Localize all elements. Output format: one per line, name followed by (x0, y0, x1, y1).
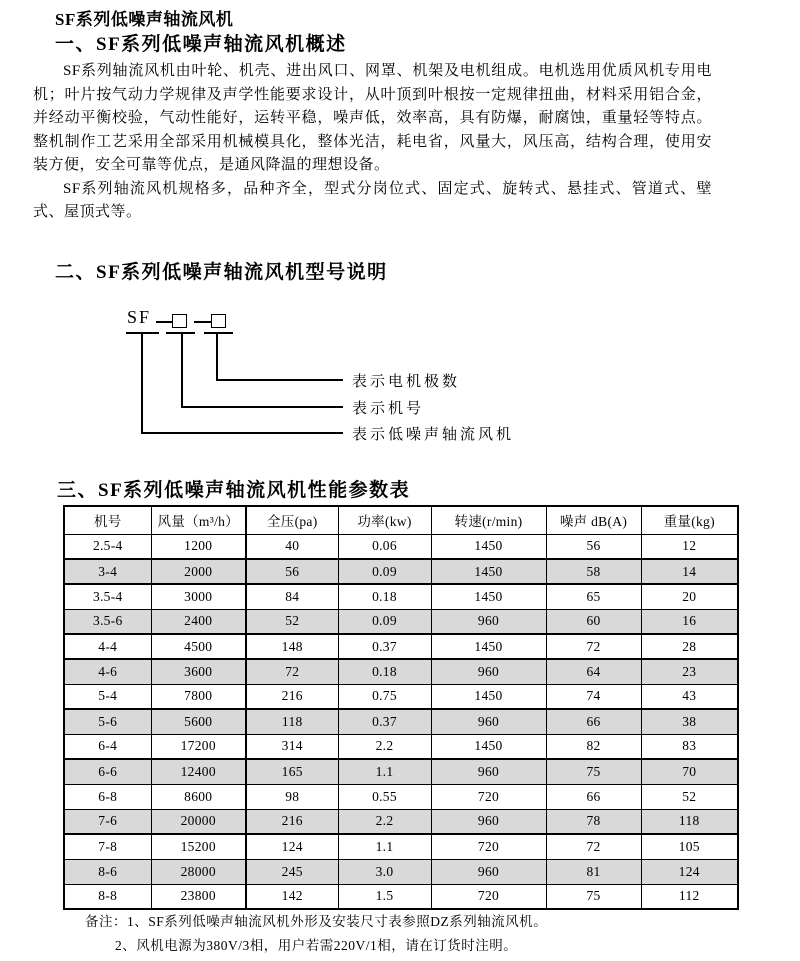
table-cell: 56 (246, 559, 338, 584)
section-heading-overview: 一、SF系列低噪声轴流风机概述 (55, 34, 347, 55)
table-cell: 1.1 (338, 834, 431, 859)
overview-paragraph-2: SF系列轴流风机规格多，品种齐全，型式分岗位式、固定式、旋转式、悬挂式、管道式、壁式、屋顶式等。 (33, 180, 712, 220)
diagram-label-poles: 表示电机极数 (352, 374, 461, 390)
table-cell: 75 (546, 759, 641, 784)
table-row (64, 859, 738, 884)
table-cell: 2.2 (338, 809, 431, 834)
table-cell: 1450 (431, 634, 546, 659)
table-cell: 1450 (431, 559, 546, 584)
table-cell: 245 (246, 859, 338, 884)
table-cell: 118 (641, 809, 738, 834)
table-cell: 7-8 (64, 834, 151, 859)
table-cell: 118 (246, 709, 338, 734)
table-cell: 1.5 (338, 884, 431, 909)
table-cell: 4500 (151, 634, 246, 659)
table-cell: 960 (431, 659, 546, 684)
table-cell: 5-6 (64, 709, 151, 734)
table-row (64, 734, 738, 759)
table-cell: 72 (546, 634, 641, 659)
table-cell: 105 (641, 834, 738, 859)
remark-line-2: 2、风机电源为380V/3相，用户若需220V/1相，请在订货时注明。 (115, 937, 518, 953)
table-cell: 12400 (151, 759, 246, 784)
table-cell: 8600 (151, 784, 246, 809)
table-cell: 52 (641, 784, 738, 809)
document-title: SF系列低噪声轴流风机 (55, 10, 234, 29)
table-cell: 65 (546, 584, 641, 609)
table-row (64, 834, 738, 859)
table-cell: 1200 (151, 534, 246, 559)
table-cell: 3-4 (64, 559, 151, 584)
diagram-label-series: 表示低噪声轴流风机 (352, 427, 515, 443)
table-row (64, 559, 738, 584)
table-row (64, 884, 738, 909)
table-cell: 72 (246, 659, 338, 684)
underline-prefix (126, 332, 159, 334)
table-cell: 56 (546, 534, 641, 559)
table-row (64, 684, 738, 709)
table-cell: 0.37 (338, 634, 431, 659)
table-row (64, 609, 738, 634)
table-cell: 4-6 (64, 659, 151, 684)
model-poles-box (211, 314, 226, 328)
table-cell: 0.09 (338, 559, 431, 584)
table-cell: 216 (246, 684, 338, 709)
table-cell: 124 (246, 834, 338, 859)
table-cell: 3600 (151, 659, 246, 684)
table-cell: 66 (546, 784, 641, 809)
table-cell: 23800 (151, 884, 246, 909)
table-cell: 40 (246, 534, 338, 559)
remarks (85, 910, 547, 957)
column-header: 机号 (64, 506, 151, 534)
table-cell: 165 (246, 759, 338, 784)
column-header: 重量(kg) (641, 506, 738, 534)
section-heading-performance: 三、SF系列低噪声轴流风机性能参数表 (57, 480, 411, 501)
table-cell: 98 (246, 784, 338, 809)
table-cell: 8-8 (64, 884, 151, 909)
table-cell: 720 (431, 784, 546, 809)
leader-vertical-series (141, 333, 143, 433)
column-header: 功率(kw) (338, 506, 431, 534)
leader-vertical-size (181, 333, 183, 407)
diagram-dash (156, 321, 173, 323)
leader-horizontal-size (181, 406, 343, 408)
table-cell: 83 (641, 734, 738, 759)
overview-paragraph-1: SF系列轴流风机由叶轮、机壳、进出风口、网罩、机架及电机组成。电机选用优质风机专用电机；叶片按气动力学规律及声学性能要求设计，从叶顶到叶根按一定规律扭曲，材料采用铝合金，并经动平衡校验，气动性能好，运转平稳，噪声低，效率高，具有防爆，耐腐蚀，重量轻等特点。整机制作工艺采用全部采用机械模具化，整体光洁，耗电省，风量大，风压高，结构合理，使用安装方便，安全可靠等优点，是通风降温的理想设备。 (33, 63, 712, 173)
table-cell: 43 (641, 684, 738, 709)
underline-poles-box (204, 332, 233, 334)
table-cell: 28000 (151, 859, 246, 884)
table-cell: 2.5-4 (64, 534, 151, 559)
table-cell: 78 (546, 809, 641, 834)
column-header: 噪声 dB(A) (546, 506, 641, 534)
leader-vertical-poles (216, 333, 218, 380)
table-cell: 70 (641, 759, 738, 784)
table-cell: 66 (546, 709, 641, 734)
table-row (64, 659, 738, 684)
table-header-row (64, 506, 738, 534)
table-cell: 124 (641, 859, 738, 884)
table-row (64, 634, 738, 659)
table-cell: 58 (546, 559, 641, 584)
table-cell: 720 (431, 884, 546, 909)
leader-horizontal-series (141, 432, 343, 434)
table-cell: 1450 (431, 734, 546, 759)
table-cell: 960 (431, 809, 546, 834)
table-cell: 1450 (431, 534, 546, 559)
table-cell: 52 (246, 609, 338, 634)
table-cell: 75 (546, 884, 641, 909)
table-cell: 7800 (151, 684, 246, 709)
table-cell: 4-4 (64, 634, 151, 659)
table-cell: 0.37 (338, 709, 431, 734)
performance-table (63, 505, 739, 910)
table-cell: 960 (431, 759, 546, 784)
table-cell: 82 (546, 734, 641, 759)
table-cell: 3.5-6 (64, 609, 151, 634)
table-cell: 0.06 (338, 534, 431, 559)
table-cell: 148 (246, 634, 338, 659)
table-cell: 74 (546, 684, 641, 709)
table-cell: 112 (641, 884, 738, 909)
table-cell: 12 (641, 534, 738, 559)
table-cell: 5600 (151, 709, 246, 734)
table-cell: 23 (641, 659, 738, 684)
diagram-label-size: 表示机号 (352, 401, 425, 417)
table-row (64, 534, 738, 559)
table-cell: 20000 (151, 809, 246, 834)
table-cell: 0.09 (338, 609, 431, 634)
table-cell: 28 (641, 634, 738, 659)
table-cell: 60 (546, 609, 641, 634)
table-cell: 72 (546, 834, 641, 859)
section-heading-model: 二、SF系列低噪声轴流风机型号说明 (55, 262, 388, 283)
table-cell: 1450 (431, 684, 546, 709)
table-cell: 216 (246, 809, 338, 834)
column-header: 全压(pa) (246, 506, 338, 534)
table-cell: 17200 (151, 734, 246, 759)
table-row (64, 709, 738, 734)
table-cell: 960 (431, 609, 546, 634)
table-cell: 64 (546, 659, 641, 684)
table-cell: 0.55 (338, 784, 431, 809)
leader-horizontal-poles (216, 379, 343, 381)
table-cell: 6-6 (64, 759, 151, 784)
table-row (64, 584, 738, 609)
table-cell: 8-6 (64, 859, 151, 884)
table-cell: 960 (431, 859, 546, 884)
performance-table-body (64, 534, 738, 909)
table-cell: 0.18 (338, 584, 431, 609)
column-header: 风量（m³/h） (151, 506, 246, 534)
table-cell: 1.1 (338, 759, 431, 784)
table-cell: 3.0 (338, 859, 431, 884)
table-cell: 5-4 (64, 684, 151, 709)
table-cell: 2.2 (338, 734, 431, 759)
table-cell: 38 (641, 709, 738, 734)
table-cell: 2400 (151, 609, 246, 634)
diagram-dash (194, 321, 211, 323)
table-cell: 960 (431, 709, 546, 734)
table-cell: 15200 (151, 834, 246, 859)
table-cell: 2000 (151, 559, 246, 584)
table-cell: 3.5-4 (64, 584, 151, 609)
table-cell: 314 (246, 734, 338, 759)
table-cell: 6-8 (64, 784, 151, 809)
table-cell: 81 (546, 859, 641, 884)
table-cell: 720 (431, 834, 546, 859)
model-prefix-text: SF (127, 307, 152, 327)
table-cell: 0.18 (338, 659, 431, 684)
table-cell: 0.75 (338, 684, 431, 709)
table-row (64, 759, 738, 784)
table-cell: 16 (641, 609, 738, 634)
model-size-box (172, 314, 187, 328)
table-row (64, 809, 738, 834)
table-cell: 1450 (431, 584, 546, 609)
table-row (64, 784, 738, 809)
table-cell: 14 (641, 559, 738, 584)
table-cell: 7-6 (64, 809, 151, 834)
table-cell: 3000 (151, 584, 246, 609)
table-cell: 6-4 (64, 734, 151, 759)
table-cell: 142 (246, 884, 338, 909)
table-cell: 20 (641, 584, 738, 609)
remark-line-1: 备注：1、SF系列低噪声轴流风机外形及安装尺寸表参照DZ系列轴流风机。 (85, 914, 548, 929)
table-cell: 84 (246, 584, 338, 609)
column-header: 转速(r/min) (431, 506, 546, 534)
